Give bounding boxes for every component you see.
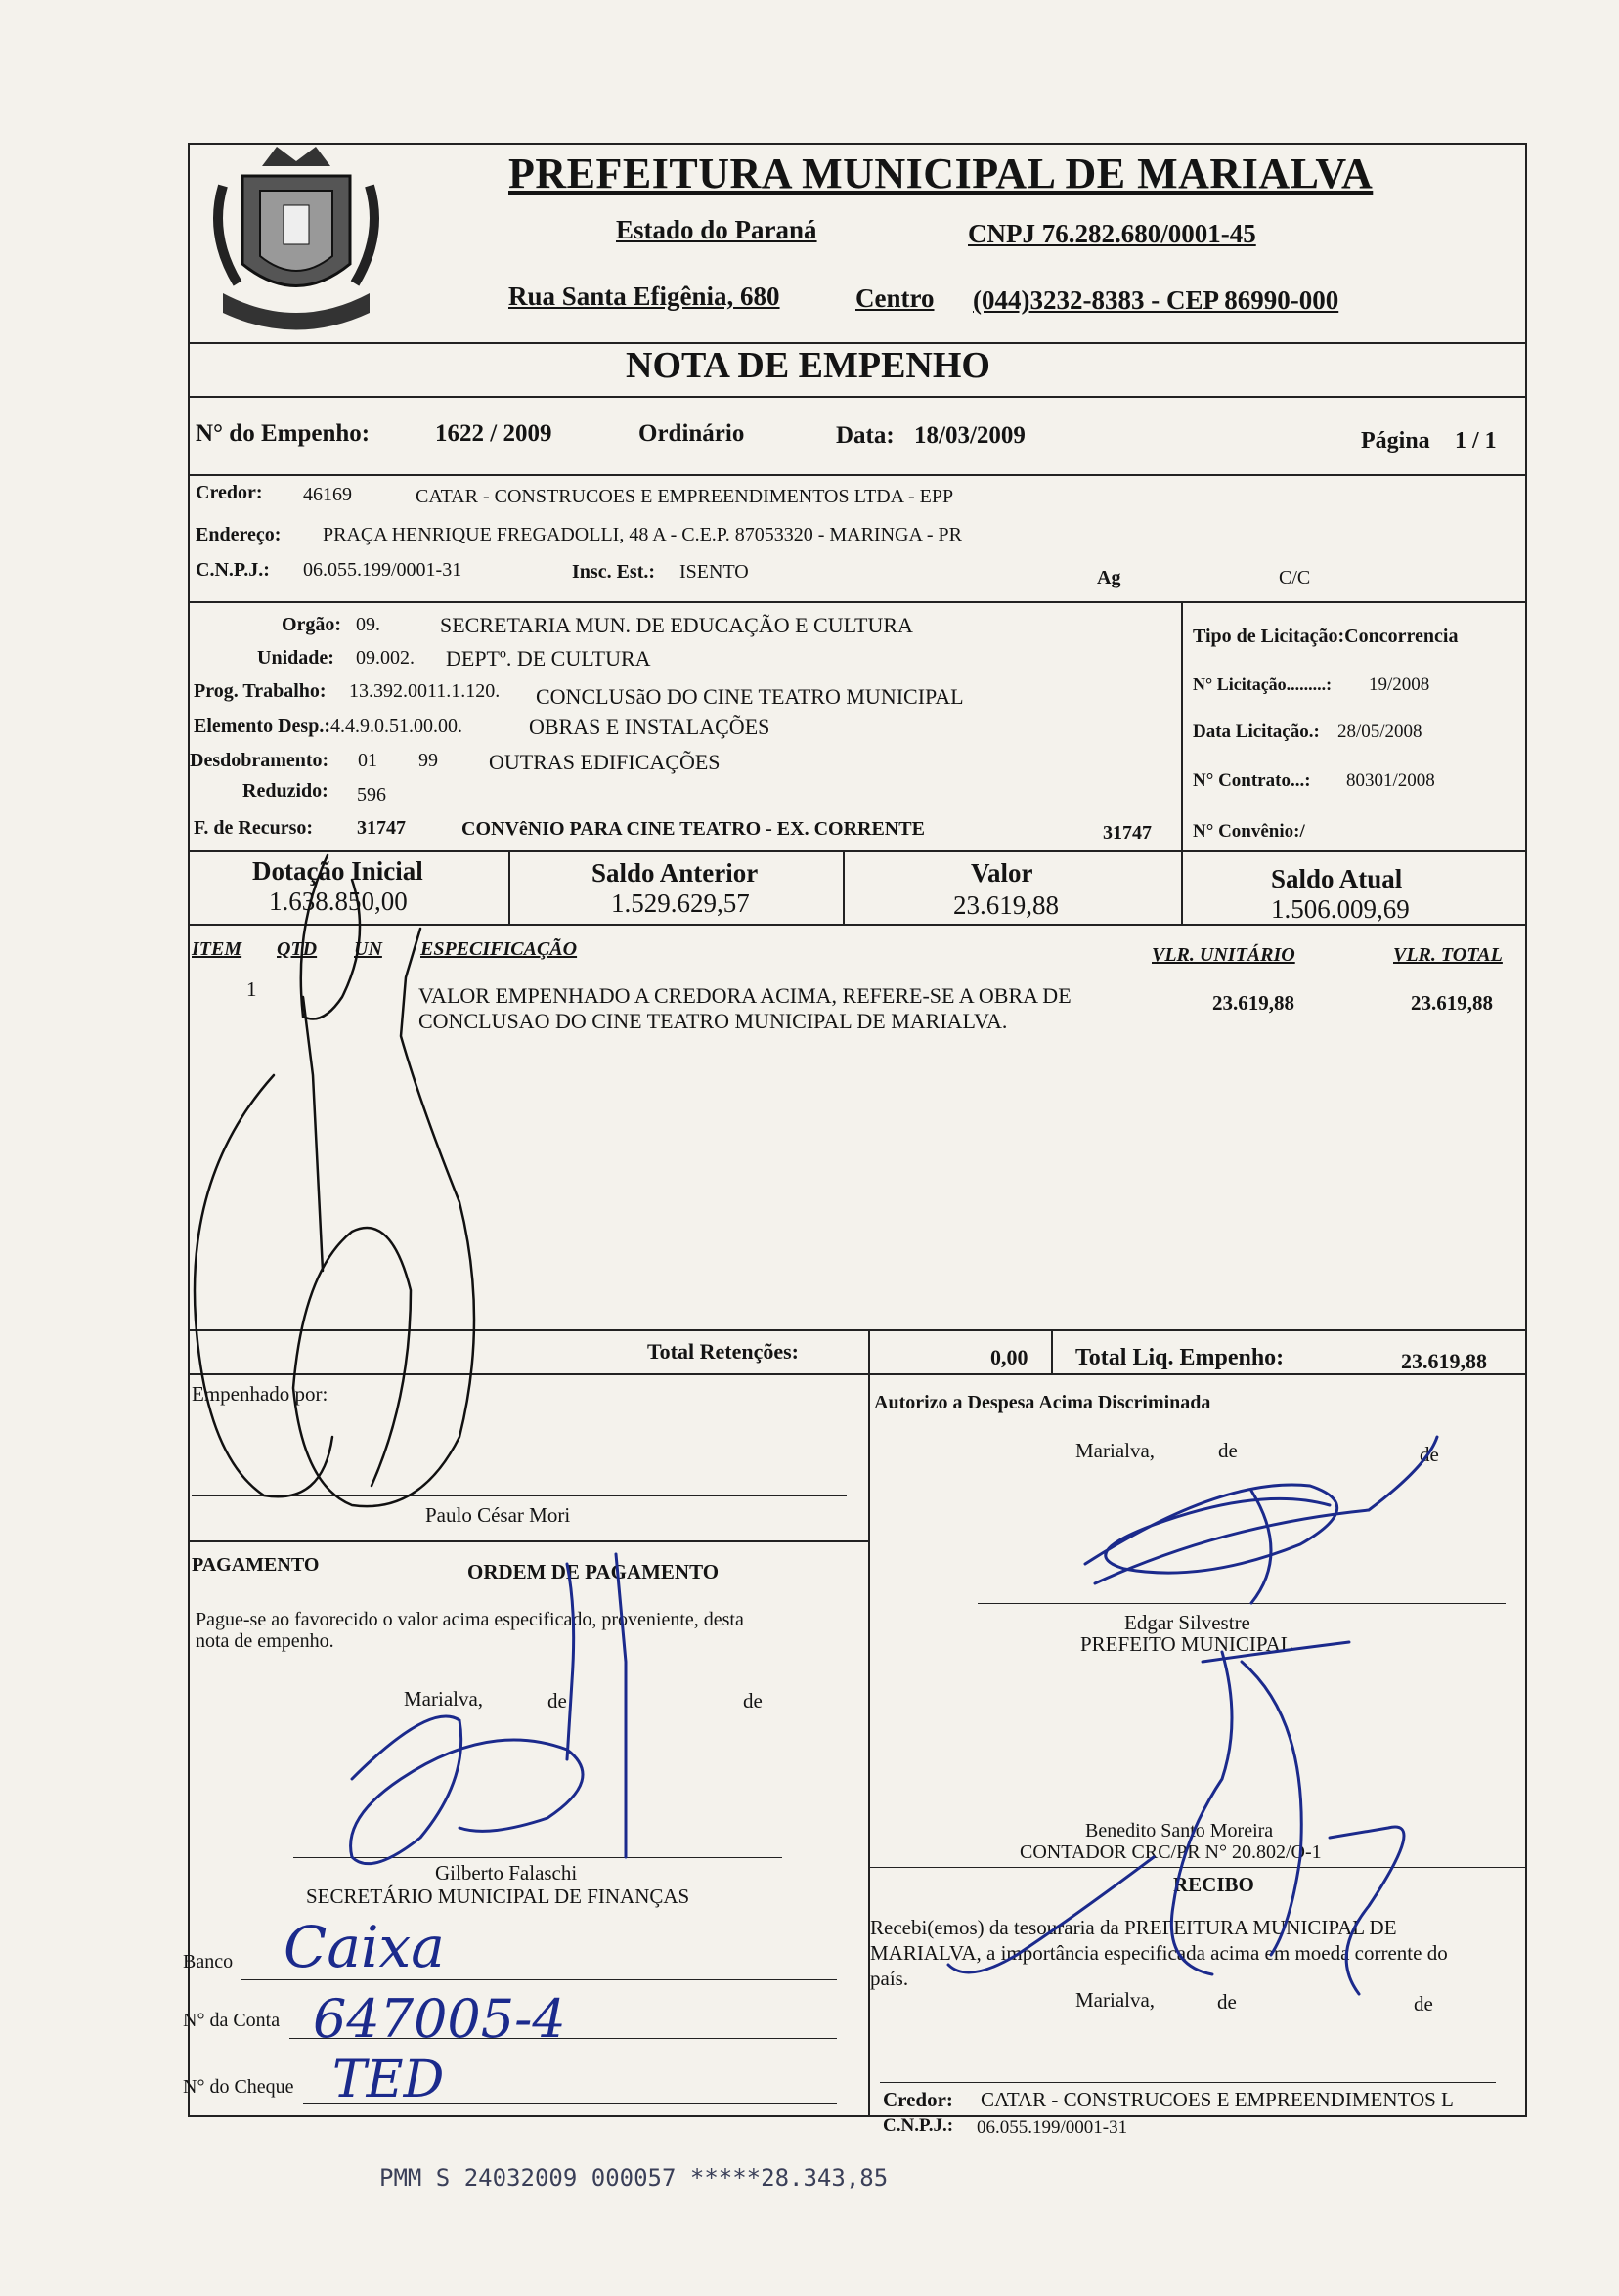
credor-code: 46169 — [303, 484, 352, 505]
empenho-type: Ordinário — [638, 420, 745, 447]
elemento-name: OBRAS E INSTALAÇÕES — [529, 715, 770, 739]
pagamento-de-2: de — [743, 1689, 763, 1712]
secretario-name: Gilberto Falaschi — [435, 1861, 578, 1884]
insc-label: Insc. Est.: — [572, 561, 656, 583]
phone-cep-header: (044)3232-8383 - CEP 86990-000 — [973, 285, 1339, 315]
item-spec-line-1: VALOR EMPENHADO A CREDORA ACIMA, REFERE-SE A OBRA DE — [418, 983, 1072, 1008]
prog-name: CONCLUSãO DO CINE TEATRO MUNICIPAL — [536, 684, 964, 709]
address-header: Rua Santa Efigênia, 680 — [508, 282, 780, 311]
licitacao-number-label: N° Licitação.........: — [1193, 674, 1333, 694]
pagamento-text-2: nota de empenho. — [196, 1630, 334, 1652]
cc-label: C/C — [1279, 567, 1311, 588]
reduzido-label: Reduzido: — [242, 780, 328, 801]
cheque-label: N° do Cheque — [183, 2076, 294, 2098]
unidade-code: 09.002. — [356, 647, 415, 669]
recibo-credor: CATAR - CONSTRUCOES E EMPREENDIMENTOS L — [981, 2088, 1454, 2111]
reduzido-value: 596 — [357, 784, 386, 805]
autorizo-de-2: de — [1420, 1443, 1439, 1466]
licitacao-date-label: Data Licitação.: — [1193, 721, 1320, 742]
item-spec-line-2: CONCLUSAO DO CINE TEATRO MUNICIPAL DE MARIALVA. — [418, 1009, 1008, 1033]
banco-handwritten: Caixa — [284, 1914, 445, 1980]
elemento-label: Elemento Desp.: — [194, 715, 330, 737]
recibo-text-1: Recebi(emos) da tesouraria da PREFEITURA MUNICIPAL DE — [870, 1916, 1397, 1939]
desdobramento-sub: 99 — [418, 750, 438, 771]
recibo-cnpj-label: C.N.P.J.: — [883, 2115, 954, 2136]
pagamento-de-1: de — [547, 1689, 567, 1712]
col-un: UN — [354, 938, 382, 960]
col-spec: ESPECIFICAÇÃO — [420, 938, 578, 960]
saldo-atual-label: Saldo Atual — [1271, 864, 1403, 893]
desdobramento-label: Desdobramento: — [190, 750, 329, 771]
prefeito-role: PREFEITO MUNICIPAL — [1080, 1632, 1293, 1656]
cheque-handwritten: TED — [332, 2051, 445, 2109]
ag-label: Ag — [1097, 567, 1121, 588]
recibo-de-2: de — [1414, 1992, 1433, 2015]
item-number: 1 — [246, 977, 257, 1001]
prog-code: 13.392.0011.1.120. — [349, 680, 501, 702]
unidade-name: DEPTº. DE CULTURA — [446, 646, 651, 671]
conta-label: N° da Conta — [183, 2010, 281, 2031]
empenhado-label: Empenhado por: — [192, 1382, 328, 1406]
state-label: Estado do Paraná — [616, 215, 817, 244]
recibo-place: Marialva, — [1075, 1988, 1156, 2012]
licitacao-type: Tipo de Licitação:Concorrencia — [1193, 626, 1459, 647]
payment-stamp: PMM S 24032009 000057 *****28.343,85 — [379, 2164, 889, 2191]
unidade-label: Unidade: — [257, 647, 334, 669]
valor-value: 23.619,88 — [953, 890, 1059, 920]
recibo-text-2: MARIALVA, a importância especificada acima em moeda corrente do — [870, 1941, 1448, 1965]
recibo-credor-label: Credor: — [883, 2088, 953, 2111]
contrato-number: 80301/2008 — [1346, 770, 1435, 791]
page-label: Página — [1361, 428, 1430, 454]
saldo-anterior-label: Saldo Anterior — [591, 858, 759, 888]
credor-label: Credor: — [196, 482, 263, 503]
credor-name: CATAR - CONSTRUCOES E EMPREENDIMENTOS LTDA - EPP — [416, 486, 954, 507]
recurso-label: F. de Recurso: — [194, 817, 314, 839]
col-total-value: VLR. TOTAL — [1393, 944, 1503, 966]
empenho-date: 18/03/2009 — [914, 422, 1026, 449]
document-title: NOTA DE EMPENHO — [626, 345, 990, 386]
prog-label: Prog. Trabalho: — [194, 680, 327, 702]
orgao-name: SECRETARIA MUN. DE EDUCAÇÃO E CULTURA — [440, 613, 913, 637]
credor-address: PRAÇA HENRIQUE FREGADOLLI, 48 A - C.E.P. 87053320 - MARINGA - PR — [323, 524, 962, 545]
credor-cnpj: 06.055.199/0001-31 — [303, 559, 462, 581]
empenho-number: 1622 / 2009 — [435, 420, 552, 447]
licitacao-date: 28/05/2008 — [1337, 721, 1422, 742]
retencoes-value: 0,00 — [990, 1345, 1028, 1369]
contrato-label: N° Contrato...: — [1193, 770, 1311, 791]
prefeito-name: Edgar Silvestre — [1124, 1611, 1250, 1634]
date-label: Data: — [836, 422, 895, 449]
ordem-pagamento-label: ORDEM DE PAGAMENTO — [467, 1560, 720, 1583]
item-unit-value: 23.619,88 — [1212, 991, 1294, 1015]
cnpj-label: C.N.P.J.: — [196, 559, 270, 581]
desdobramento-name: OUTRAS EDIFICAÇÕES — [489, 750, 721, 774]
district-header: Centro — [855, 283, 935, 313]
recibo-de-1: de — [1217, 1990, 1237, 2014]
pagamento-place: Marialva, — [404, 1687, 484, 1711]
empenho-number-label: N° do Empenho: — [196, 420, 371, 447]
cnpj-header: CNPJ 76.282.680/0001-45 — [968, 219, 1256, 248]
insc-value: ISENTO — [679, 561, 749, 583]
orgao-label: Orgão: — [282, 614, 342, 635]
recurso-name: CONVêNIO PARA CINE TEATRO - EX. CORRENTE — [461, 818, 925, 840]
autorizo-label: Autorizo a Despesa Acima Discriminada — [874, 1392, 1211, 1413]
autorizo-place: Marialva, — [1075, 1439, 1156, 1462]
licitacao-number: 19/2008 — [1369, 674, 1430, 695]
col-item: ITEM — [192, 938, 242, 960]
desdobramento-code: 01 — [358, 750, 377, 771]
recibo-label: RECIBO — [1173, 1873, 1254, 1896]
pagamento-text-1: Pague-se ao favorecido o valor acima especificado, proveniente, desta — [196, 1609, 744, 1630]
municipality-title: PREFEITURA MUNICIPAL DE MARIALVA — [508, 150, 1374, 197]
saldo-atual-value: 1.506.009,69 — [1271, 894, 1410, 924]
autorizo-de-1: de — [1218, 1439, 1238, 1462]
banco-label: Banco — [183, 1951, 234, 1972]
liquido-value: 23.619,88 — [1401, 1349, 1487, 1373]
dotacao-label: Dotação Inicial — [252, 856, 423, 886]
page-number: 1 / 1 — [1455, 428, 1497, 454]
convenio-label: N° Convênio:/ — [1193, 821, 1305, 842]
valor-label: Valor — [971, 858, 1033, 888]
col-qtd: QTD — [277, 938, 318, 960]
item-total-value: 23.619,88 — [1411, 991, 1493, 1015]
recurso-code-2: 31747 — [1103, 822, 1152, 844]
conta-handwritten: 647005-4 — [313, 1988, 566, 2050]
recibo-text-3: país. — [870, 1967, 909, 1990]
recibo-cnpj: 06.055.199/0001-31 — [977, 2117, 1128, 2138]
recurso-code: 31747 — [357, 817, 406, 839]
contador-name: Benedito Santo Moreira — [1085, 1820, 1274, 1841]
col-unit-value: VLR. UNITÁRIO — [1152, 944, 1295, 966]
address-label: Endereço: — [196, 524, 282, 545]
pagamento-label: PAGAMENTO — [192, 1554, 320, 1576]
dotacao-value: 1.638.850,00 — [269, 887, 408, 916]
liquido-label: Total Liq. Empenho: — [1075, 1345, 1285, 1370]
secretario-role: SECRETÁRIO MUNICIPAL DE FINANÇAS — [306, 1884, 690, 1908]
contador-role: CONTADOR CRC/PR N° 20.802/O-1 — [1020, 1841, 1322, 1863]
retencoes-label: Total Retenções: — [647, 1339, 799, 1364]
saldo-anterior-value: 1.529.629,57 — [611, 888, 750, 918]
orgao-code: 09. — [356, 614, 380, 635]
elemento-code: 4.4.9.0.51.00.00. — [330, 715, 462, 737]
empenhado-name: Paulo César Mori — [425, 1503, 571, 1527]
